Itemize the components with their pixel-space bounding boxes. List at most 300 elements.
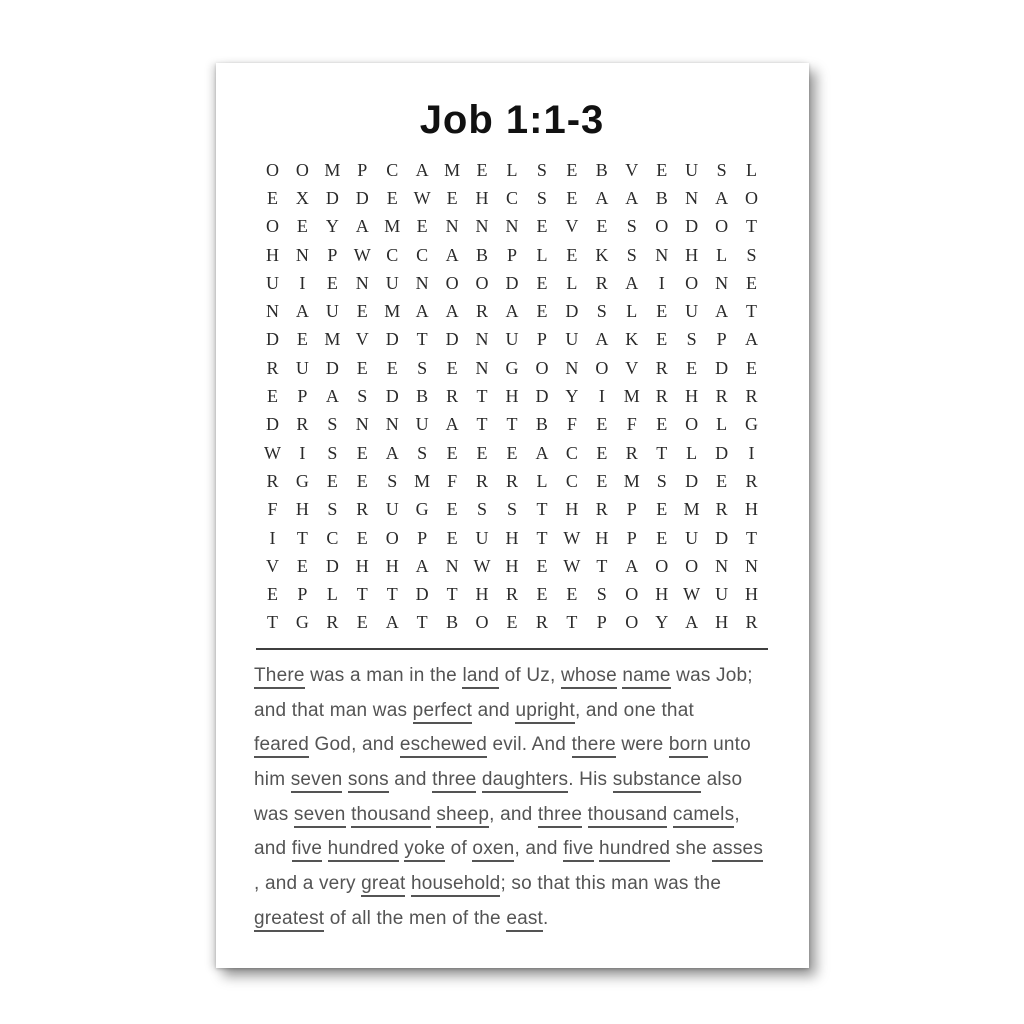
grid-letter: N: [715, 272, 729, 293]
grid-letter: E: [266, 584, 278, 605]
grid-letter: A: [295, 301, 309, 322]
grid-letter: L: [626, 301, 638, 322]
grid-letter: G: [295, 612, 309, 633]
grid-letter: L: [716, 244, 728, 265]
grid-letter: A: [445, 414, 459, 435]
grid-letter: R: [655, 357, 668, 378]
grid-letter: E: [566, 244, 578, 265]
grid-letter: O: [265, 159, 279, 180]
passage-keyword: east: [506, 908, 543, 932]
grid-letter: R: [476, 470, 489, 491]
grid-letter: W: [473, 555, 491, 576]
passage-keyword: there: [572, 734, 616, 758]
grid-letter: R: [476, 301, 489, 322]
grid-letter: O: [625, 612, 639, 633]
grid-letter: E: [356, 301, 368, 322]
grid-letter: W: [683, 584, 701, 605]
grid-letter: H: [475, 187, 489, 208]
grid-letter: W: [563, 555, 581, 576]
grid-letter: T: [506, 414, 518, 435]
grid-letter: B: [476, 244, 489, 265]
grid-letter: R: [745, 386, 758, 407]
grid-letter: R: [505, 470, 518, 491]
grid-letter: R: [446, 386, 459, 407]
grid-letter: G: [745, 414, 759, 435]
grid-letter: M: [444, 159, 461, 180]
grid-letter: U: [385, 272, 399, 293]
grid-letter: D: [445, 329, 459, 350]
passage-keyword: feared: [254, 734, 309, 758]
passage-keyword: daughters: [482, 769, 568, 793]
grid-letter: S: [626, 216, 637, 237]
grid-letter: N: [655, 244, 669, 265]
grid-letter: E: [596, 414, 608, 435]
grid-letter: M: [623, 470, 640, 491]
passage-text: ; so that this man was the: [500, 873, 722, 895]
grid-letter: N: [445, 555, 459, 576]
passage-text: she: [670, 838, 713, 860]
passage-text: of Uz,: [499, 665, 561, 687]
grid-letter: M: [384, 216, 401, 237]
grid-letter: H: [505, 527, 519, 548]
grid-letter: T: [746, 216, 758, 237]
grid-letter: A: [415, 555, 429, 576]
passage-text: ,: [734, 803, 740, 825]
passage-line: [254, 832, 770, 867]
grid-letter: H: [475, 584, 489, 605]
grid-letter: T: [386, 584, 398, 605]
grid-letter: N: [715, 555, 729, 576]
passage-text: was a man in the: [304, 665, 463, 687]
passage-keyword: camels: [673, 804, 734, 828]
passage-keyword: perfect: [413, 700, 473, 724]
grid-letter: E: [356, 612, 368, 633]
grid-letter: T: [536, 527, 548, 548]
grid-letter: I: [269, 527, 276, 548]
passage-text: [322, 838, 327, 859]
grid-letter: E: [356, 527, 368, 548]
grid-letter: S: [387, 470, 398, 491]
grid-letter: T: [566, 612, 578, 633]
grid-letter: E: [296, 216, 308, 237]
grid-letter: C: [416, 244, 429, 265]
grid-letter: S: [506, 499, 517, 520]
passage-text: [582, 804, 587, 825]
grid-letter: E: [656, 499, 668, 520]
passage-text: God, and: [309, 734, 400, 756]
grid-letter: L: [326, 584, 338, 605]
grid-letter: S: [656, 470, 667, 491]
grid-letter: H: [355, 555, 369, 576]
grid-letter: A: [505, 301, 519, 322]
grid-letter: S: [417, 357, 428, 378]
grid-letter: N: [355, 414, 369, 435]
grid-letter: N: [415, 272, 429, 293]
grid-letter: U: [295, 357, 309, 378]
grid-letter: R: [715, 386, 728, 407]
grid-letter: V: [355, 329, 369, 350]
grid-letter: N: [685, 187, 699, 208]
grid-letter: N: [565, 357, 579, 378]
passage-keyword: great: [361, 873, 405, 897]
grid-letter: H: [505, 386, 519, 407]
grid-letter: R: [505, 584, 518, 605]
grid-letter: A: [595, 187, 609, 208]
grid-letter: R: [266, 357, 279, 378]
grid-letter: T: [416, 329, 428, 350]
grid-letter: E: [506, 612, 518, 633]
grid-letter: E: [446, 442, 458, 463]
grid-letter: A: [445, 244, 459, 265]
divider: [256, 648, 768, 650]
passage-text: , and: [489, 803, 538, 825]
grid-letter: P: [417, 527, 428, 548]
grid-letter: E: [536, 272, 548, 293]
grid-letter: D: [415, 584, 429, 605]
grid-letter: E: [446, 527, 458, 548]
grid-letter: E: [326, 470, 338, 491]
grid-letter: U: [505, 329, 519, 350]
grid-letter: A: [715, 301, 729, 322]
grid-letter: R: [266, 470, 279, 491]
grid-letter: G: [295, 470, 309, 491]
grid-letter: F: [566, 414, 577, 435]
grid-letter: U: [385, 499, 399, 520]
grid-letter: C: [565, 442, 578, 463]
grid-letter: D: [385, 329, 399, 350]
grid-letter: N: [745, 555, 759, 576]
page-title: Job 1:1-3: [419, 98, 605, 142]
grid-letter: M: [384, 301, 401, 322]
passage-line: [254, 798, 770, 833]
grid-letter: T: [746, 301, 758, 322]
passage-text: of: [445, 838, 473, 860]
grid-letter: A: [385, 442, 399, 463]
grid-letter: D: [715, 357, 729, 378]
grid-letter: E: [686, 357, 698, 378]
grid-letter: D: [715, 527, 729, 548]
grid-letter: I: [299, 442, 306, 463]
grid-letter: T: [296, 527, 308, 548]
passage-keyword: land: [462, 665, 499, 689]
passage-text: of all the men of the: [324, 907, 507, 929]
grid-letter: C: [565, 470, 578, 491]
grid-letter: N: [445, 216, 459, 237]
grid-letter: K: [625, 329, 639, 350]
passage-keyword: whose: [561, 665, 617, 689]
grid-letter: P: [297, 584, 308, 605]
grid-letter: E: [746, 357, 758, 378]
grid-letter: O: [265, 216, 279, 237]
grid-letter: S: [686, 329, 697, 350]
passage-keyword: name: [622, 665, 670, 689]
grid-letter: A: [325, 386, 339, 407]
grid-letter: L: [536, 470, 548, 491]
grid-letter: M: [414, 470, 431, 491]
grid-letter: P: [626, 527, 637, 548]
grid-letter: A: [535, 442, 549, 463]
grid-letter: E: [326, 272, 338, 293]
grid-letter: E: [386, 187, 398, 208]
grid-letter: M: [324, 159, 341, 180]
grid-letter: N: [265, 301, 279, 322]
grid-letter: S: [327, 414, 338, 435]
grid-letter: I: [598, 386, 605, 407]
grid-letter: H: [685, 244, 699, 265]
grid-letter: O: [385, 527, 399, 548]
grid-letter: D: [265, 414, 279, 435]
grid-letter: M: [324, 329, 341, 350]
grid-letter: N: [355, 272, 369, 293]
passage-keyword: greatest: [254, 908, 324, 932]
passage-text: , and one that: [574, 699, 694, 721]
grid-letter: W: [353, 244, 371, 265]
passage-text: unto: [707, 734, 751, 756]
grid-letter: R: [655, 386, 668, 407]
grid-letter: S: [477, 499, 488, 520]
passage: [254, 659, 770, 937]
grid-letter: E: [476, 159, 488, 180]
grid-letter: E: [656, 527, 668, 548]
grid-letter: E: [566, 159, 578, 180]
grid-letter: E: [716, 470, 728, 491]
passage-keyword: hundred: [328, 838, 399, 862]
grid-letter: D: [565, 301, 579, 322]
passage-text: him: [254, 769, 291, 791]
grid-letter: D: [715, 442, 729, 463]
grid-letter: U: [415, 414, 429, 435]
passage-text: was: [254, 803, 294, 825]
passage-keyword: thousand: [351, 804, 431, 828]
grid-letter: B: [655, 187, 668, 208]
grid-letter: O: [685, 555, 699, 576]
grid-letter: K: [595, 244, 609, 265]
grid-letter: A: [715, 187, 729, 208]
grid-letter: A: [445, 301, 459, 322]
passage-text: and that man was: [254, 699, 413, 721]
grid-letter: S: [327, 442, 338, 463]
grid-letter: C: [386, 244, 399, 265]
grid-letter: S: [626, 244, 637, 265]
grid-letter: D: [685, 470, 699, 491]
grid-letter: O: [685, 414, 699, 435]
passage-text: , and: [514, 838, 564, 860]
grid-letter: E: [266, 386, 278, 407]
grid-letter: E: [656, 301, 668, 322]
grid-letter: T: [746, 527, 758, 548]
grid-letter: E: [266, 187, 278, 208]
grid-letter: G: [505, 357, 519, 378]
grid-letter: H: [505, 555, 519, 576]
grid-letter: R: [625, 442, 638, 463]
grid-letter: F: [626, 414, 637, 435]
grid-letter: L: [506, 159, 518, 180]
grid-letter: V: [625, 159, 639, 180]
grid-letter: U: [565, 329, 579, 350]
grid-letter: L: [746, 159, 758, 180]
grid-letter: W: [413, 187, 431, 208]
grid-letter: O: [625, 584, 639, 605]
grid-letter: E: [446, 187, 458, 208]
grid-letter: U: [685, 159, 699, 180]
grid-letter: H: [565, 499, 579, 520]
grid-letter: E: [656, 329, 668, 350]
grid-letter: X: [295, 187, 309, 208]
grid-letter: U: [475, 527, 489, 548]
grid-letter: R: [745, 612, 758, 633]
passage-keyword: sheep: [436, 804, 489, 828]
passage-keyword: eschewed: [400, 734, 487, 758]
grid-letter: R: [535, 612, 548, 633]
grid-letter: O: [535, 357, 549, 378]
grid-letter: E: [356, 442, 368, 463]
grid-letter: B: [416, 386, 429, 407]
grid-letter: V: [625, 357, 639, 378]
passage-keyword: substance: [613, 769, 701, 793]
grid-letter: P: [506, 244, 517, 265]
passage-keyword: household: [411, 873, 501, 897]
grid-letter: H: [385, 555, 399, 576]
grid-letter: S: [357, 386, 368, 407]
grid-letter: A: [745, 329, 759, 350]
passage-keyword: thousand: [588, 804, 668, 828]
grid-letter: H: [715, 612, 729, 633]
grid-letter: Y: [325, 216, 339, 237]
grid-letter: B: [595, 159, 608, 180]
grid-letter: P: [357, 159, 368, 180]
grid-letter: P: [596, 612, 607, 633]
grid-letter: N: [475, 216, 489, 237]
passage-keyword: seven: [291, 769, 343, 793]
grid-letter: E: [476, 442, 488, 463]
grid-letter: H: [655, 584, 669, 605]
grid-letter: T: [536, 499, 548, 520]
passage-keyword: three: [432, 769, 476, 793]
grid-letter: T: [356, 584, 368, 605]
passage-keyword: yoke: [404, 838, 445, 862]
grid-letter: E: [596, 442, 608, 463]
grid-letter: T: [416, 612, 428, 633]
grid-letter: O: [715, 216, 729, 237]
passage-text: also: [701, 769, 743, 791]
grid-letter: O: [685, 272, 699, 293]
grid-letter: E: [596, 470, 608, 491]
grid-letter: D: [325, 555, 339, 576]
passage-text: . His: [568, 769, 613, 791]
passage-line: [254, 902, 770, 937]
grid-letter: M: [623, 386, 640, 407]
grid-letter: B: [446, 612, 459, 633]
word-search-grid: [258, 156, 767, 637]
grid-letter: T: [656, 442, 668, 463]
grid-letter: T: [596, 555, 608, 576]
grid-letter: E: [536, 216, 548, 237]
grid-letter: D: [535, 386, 549, 407]
grid-letter: P: [716, 329, 727, 350]
grid-letter: E: [566, 584, 578, 605]
grid-letter: L: [536, 244, 548, 265]
grid-letter: A: [625, 555, 639, 576]
grid-letter: A: [685, 612, 699, 633]
grid-letter: A: [625, 272, 639, 293]
grid-letter: F: [447, 470, 458, 491]
grid-letter: E: [356, 470, 368, 491]
grid-letter: U: [715, 584, 729, 605]
grid-letter: S: [536, 187, 547, 208]
grid-letter: V: [265, 555, 279, 576]
grid-letter: D: [325, 187, 339, 208]
grid-letter: L: [686, 442, 698, 463]
grid-letter: C: [505, 187, 518, 208]
grid-letter: E: [536, 555, 548, 576]
grid-letter: H: [295, 499, 309, 520]
grid-letter: E: [746, 272, 758, 293]
grid-letter: D: [685, 216, 699, 237]
grid-letter: N: [385, 414, 399, 435]
grid-letter: A: [625, 187, 639, 208]
grid-letter: G: [415, 499, 429, 520]
worksheet-page: [216, 63, 809, 968]
grid-letter: H: [685, 386, 699, 407]
passage-keyword: oxen: [472, 838, 514, 862]
grid-letter: E: [386, 357, 398, 378]
grid-letter: A: [415, 159, 429, 180]
grid-letter: S: [536, 159, 547, 180]
passage-line: [254, 728, 770, 763]
passage-text: , and a very: [254, 873, 362, 895]
grid-letter: S: [327, 499, 338, 520]
grid-letter: E: [296, 555, 308, 576]
passage-text: were: [615, 734, 669, 756]
grid-letter: N: [475, 329, 489, 350]
grid-letter: E: [446, 357, 458, 378]
grid-letter: W: [563, 527, 581, 548]
grid-letter: I: [748, 442, 755, 463]
grid-letter: P: [297, 386, 308, 407]
grid-letter: R: [745, 470, 758, 491]
grid-letter: L: [566, 272, 578, 293]
grid-letter: R: [715, 499, 728, 520]
grid-letter: T: [266, 612, 278, 633]
grid-letter: S: [417, 442, 428, 463]
grid-letter: U: [265, 272, 279, 293]
grid-letter: D: [325, 357, 339, 378]
grid-letter: D: [505, 272, 519, 293]
grid-letter: O: [745, 187, 759, 208]
grid-letter: T: [476, 386, 488, 407]
passage-keyword: five: [563, 838, 593, 862]
grid-letter: R: [296, 414, 309, 435]
grid-letter: D: [385, 386, 399, 407]
passage-line: [254, 694, 770, 729]
grid-letter: O: [655, 555, 669, 576]
grid-letter: P: [626, 499, 637, 520]
grid-letter: E: [506, 442, 518, 463]
grid-letter: P: [536, 329, 547, 350]
grid-letter: S: [596, 584, 607, 605]
grid-letter: R: [595, 272, 608, 293]
grid-letter: U: [325, 301, 339, 322]
grid-letter: T: [476, 414, 488, 435]
grid-letter: H: [265, 244, 279, 265]
passage-keyword: three: [538, 804, 582, 828]
grid-letter: N: [295, 244, 309, 265]
passage-text: and: [388, 769, 433, 791]
passage-text: .: [543, 907, 549, 929]
passage-line: [254, 763, 770, 798]
grid-letter: M: [683, 499, 700, 520]
grid-letter: R: [595, 499, 608, 520]
